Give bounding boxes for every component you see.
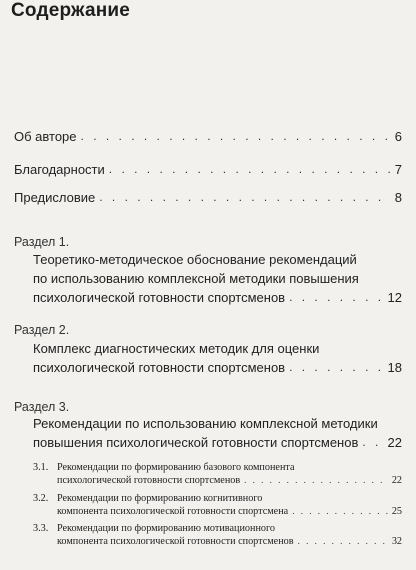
toc-section-3[interactable] xyxy=(33,414,402,452)
dot-leader xyxy=(81,128,391,145)
subsection-title-line: психологической готовности спортсменов xyxy=(57,475,241,486)
subsection-page: 32 xyxy=(391,536,402,547)
section-title-line: Теоретико-методическое обоснование рекомендаций xyxy=(33,252,357,267)
section-title-line: психологической готовности спортсменов xyxy=(33,290,286,305)
dot-leader xyxy=(99,189,391,206)
section-page: 18 xyxy=(387,360,402,375)
subsection-number: 3.2. xyxy=(33,493,49,504)
page-title: Содержание xyxy=(11,0,131,21)
section-title-line: психологической готовности спортсменов xyxy=(33,360,286,375)
section-page: 22 xyxy=(387,435,402,450)
subsection-title-line: Рекомендации по формированию базового компонента xyxy=(57,462,295,473)
toc-subsection-3-1[interactable] xyxy=(33,461,402,487)
dot-leader xyxy=(244,474,388,487)
dot-leader xyxy=(298,535,388,548)
subsection-title-line: Рекомендации по формированию когнитивного xyxy=(57,493,263,504)
toc-subsection-3-3[interactable] xyxy=(33,522,402,548)
subsection-title-line: компонента психологической готовности спортсменов xyxy=(57,536,294,547)
section-title-line: по использованию комплексной методики повышения xyxy=(33,271,359,286)
section-label: Раздел 2. xyxy=(14,323,70,337)
toc-entry-page: 8 xyxy=(394,190,402,205)
toc-entry-page: 6 xyxy=(394,129,402,144)
subsection-title-line: компонента психологической готовности спортсмена xyxy=(57,506,289,517)
section-title-line: Комплекс диагностических методик для оценки xyxy=(33,341,320,356)
subsection-number: 3.1. xyxy=(33,462,49,473)
toc-section-2[interactable] xyxy=(33,339,402,377)
toc-entry-title: Об авторе xyxy=(14,129,77,144)
dot-leader xyxy=(289,358,383,377)
subsection-page: 22 xyxy=(391,475,402,486)
toc-section-1[interactable] xyxy=(33,250,402,307)
dot-leader xyxy=(362,433,383,452)
section-page: 12 xyxy=(387,290,402,305)
subsection-number: 3.3. xyxy=(33,523,49,534)
toc-entry-page: 7 xyxy=(394,162,402,177)
section-title-line: Рекомендации по использованию комплексной методики xyxy=(33,416,378,431)
dot-leader xyxy=(292,505,388,518)
section-label: Раздел 1. xyxy=(14,235,70,249)
subsection-page: 25 xyxy=(391,506,402,517)
toc-entry-preface[interactable] xyxy=(14,189,402,206)
toc-entry-title: Предисловие xyxy=(14,190,96,205)
dot-leader xyxy=(289,288,383,307)
toc-subsection-3-2[interactable] xyxy=(33,492,402,518)
toc-entry-acknowledgements[interactable] xyxy=(14,161,402,178)
section-label: Раздел 3. xyxy=(14,400,70,414)
dot-leader xyxy=(109,161,391,178)
subsection-title-line: Рекомендации по формированию мотивационного xyxy=(57,523,276,534)
section-title-line: повышения психологической готовности спортсменов xyxy=(33,435,359,450)
toc-entry-title: Благодарности xyxy=(14,162,105,177)
toc-entry-about-author[interactable] xyxy=(14,128,402,145)
